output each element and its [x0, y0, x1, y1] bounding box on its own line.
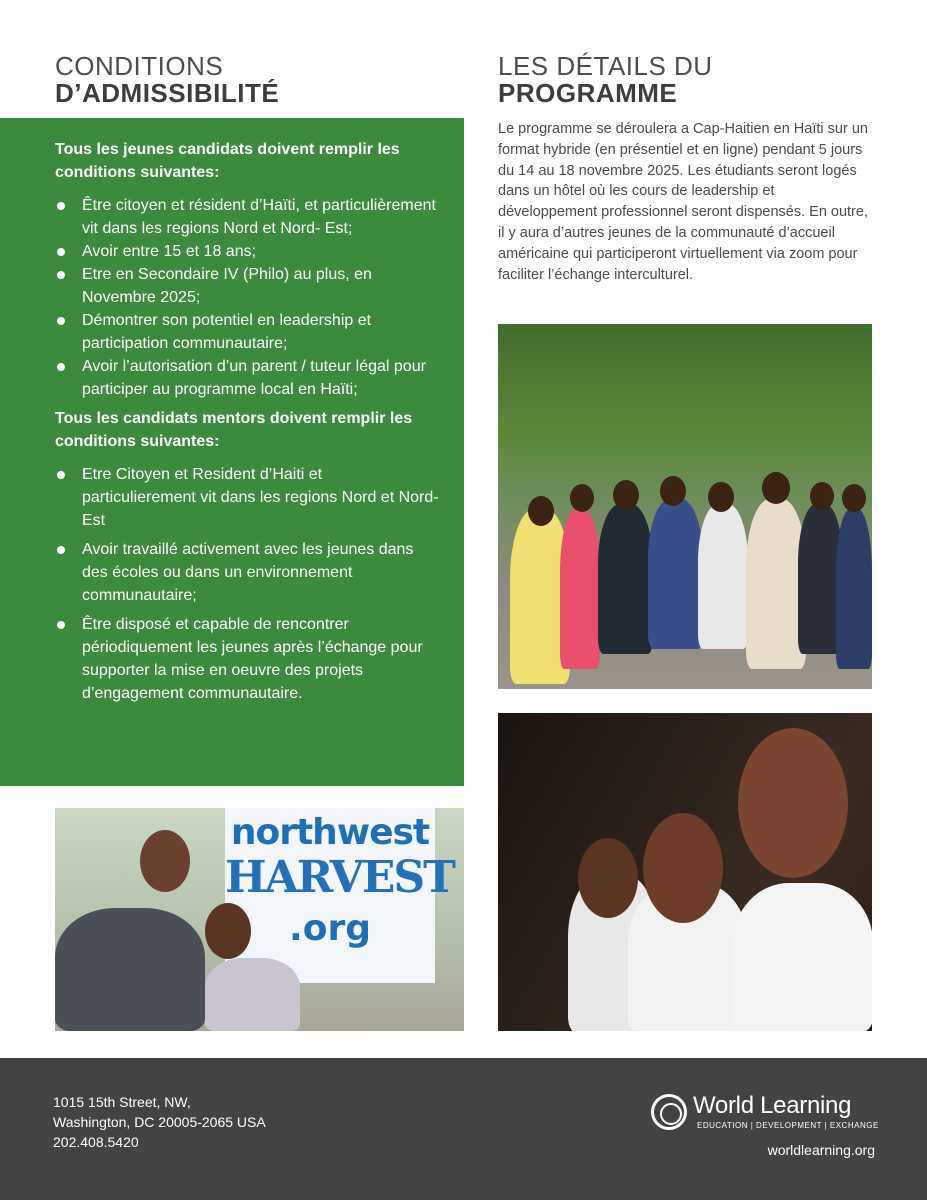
youth-condition-item: Être citoyen et résident d’Haïti, et particulièrement vit dans les regions Nord et Nord- Est; [55, 194, 440, 240]
footer-address [53, 1092, 266, 1152]
group-photo [498, 324, 872, 689]
logo-tagline: EDUCATION | DEVELOPMENT | EXCHANGE [697, 1121, 879, 1130]
world-learning-globe-icon [651, 1094, 687, 1130]
mentor-condition-item: Être disposé et capable de rencontrer périodiquement les jeunes après l’échange pour supporter la mise en oeuvre des projets d’engagement communautaire. [55, 613, 440, 705]
eligibility-heading-light: CONDITIONS [55, 51, 224, 81]
mentor-condition-item: Etre Citoyen et Resident d’Haiti et particulierement vit dans les regions Nord et Nord-Est [55, 463, 440, 532]
mentor-condition-item: Avoir travaillé activement avec les jeunes dans des écoles ou dans un environnement communautaire; [55, 538, 440, 607]
northwest-harvest-photo [55, 808, 464, 1031]
youth-conditions-list [55, 194, 440, 401]
eligibility-heading-bold: D’ADMISSIBILITÉ [55, 78, 280, 108]
phone-number: 202.408.5420 [53, 1134, 139, 1150]
logo-name: World Learning [693, 1092, 852, 1119]
sign-text-org: .org [289, 908, 371, 949]
program-description: Le programme se déroulera a Cap-Haitien en Haïti sur un format hybride (en présentiel et en ligne) pendant 5 jours du 14 au 18 novembre 2025. Les étudiants seront logés dans un hôtel où les cours de leadership et développement professionnel seront dispensés. En outre, il y aura d’autres jeunes de la communauté d’accueil américaine qui participeront virtuellement via zoom pour faciliter l’échange interculturel. [498, 121, 868, 283]
eligibility-heading [55, 53, 279, 107]
program-heading-bold: PROGRAMME [498, 78, 678, 108]
eligibility-box [0, 118, 464, 786]
mentor-conditions-list [55, 463, 440, 705]
program-heading-light: LES DÉTAILS DU [498, 51, 713, 81]
northwest-harvest-sign [225, 808, 454, 983]
mentor-conditions-intro: Tous les candidats mentors doivent remplir les conditions suivantes: [55, 410, 413, 450]
sign-text-northwest: northwest [230, 812, 430, 853]
program-details-heading [498, 53, 713, 107]
footer [0, 1058, 927, 1200]
address-line-1: 1015 15th Street, NW, [53, 1094, 191, 1110]
youth-condition-item: Démontrer son potentiel en leadership et participation communautaire; [55, 309, 440, 355]
youth-condition-item: Avoir entre 15 et 18 ans; [55, 240, 440, 263]
address-line-2: Washington, DC 20005-2065 USA [53, 1114, 266, 1130]
sign-text-harvest: HARVEST [225, 852, 454, 903]
students-photo [498, 713, 872, 1031]
youth-conditions-intro: Tous les jeunes candidats doivent remplir les conditions suivantes: [55, 141, 400, 181]
world-learning-logo [651, 1092, 877, 1132]
youth-condition-item: Etre en Secondaire IV (Philo) au plus, en Novembre 2025; [55, 263, 440, 309]
youth-condition-item: Avoir l’autorisation d’un parent / tuteur légal pour participer au programme local en Haïti; [55, 355, 440, 401]
website-link[interactable]: worldlearning.org [767, 1142, 875, 1158]
